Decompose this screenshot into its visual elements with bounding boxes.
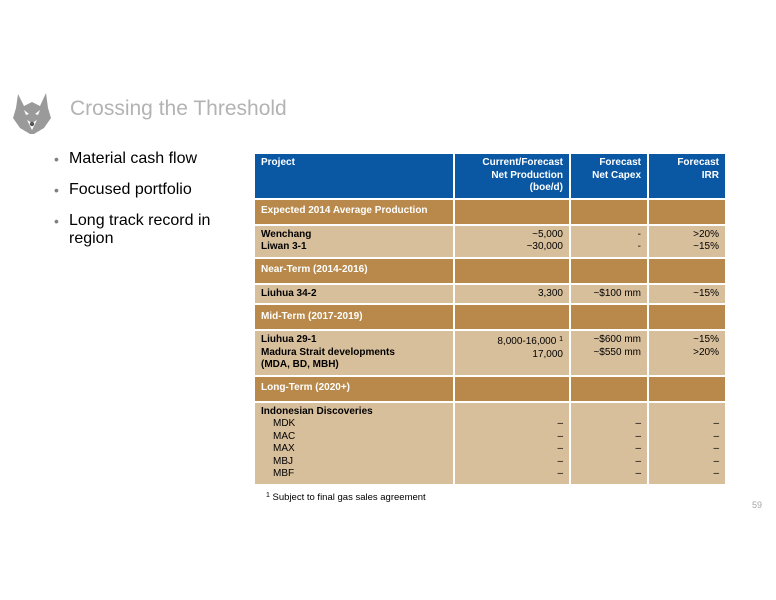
- section-row-long-term: Long-Term (2020+): [254, 376, 726, 402]
- header-capex: Forecast Net Capex: [570, 153, 648, 199]
- slide-title: Crossing the Threshold: [70, 97, 287, 120]
- section-row-near-term: Near-Term (2014-2016): [254, 258, 726, 284]
- header-project: Project: [254, 153, 454, 199]
- husky-dog-logo-icon: [10, 90, 54, 136]
- table-row: Liuhua 34-2 3,300 ~$100 mm ~15%: [254, 284, 726, 305]
- bullet-dot-icon: •: [54, 151, 59, 167]
- section-row-2014: Expected 2014 Average Production: [254, 199, 726, 225]
- bullet-dot-icon: •: [54, 213, 59, 229]
- bullet-item: • Material cash flow: [54, 150, 198, 167]
- header-production: Current/Forecast Net Production (boe/d): [454, 153, 570, 199]
- table-row: Liuhua 29-1 Madura Strait developments (MDA, BD, MBH) 8,000-16,000 $^1$ 17,000 ~$600 mm ~$550 mm ~15% >20%: [254, 330, 726, 376]
- page-number: 59: [752, 500, 763, 510]
- bullet-dot-icon: •: [54, 182, 59, 198]
- bullet-item: • Focused portfolio: [54, 181, 192, 198]
- table-row: Wenchang Liwan 3-1 ~5,000 ~30,000 - - >20% ~15%: [254, 225, 726, 258]
- table-header-row: [254, 153, 726, 199]
- footnote: $^1$ Subject to final gas sales agreement: [266, 492, 426, 503]
- project-table: [253, 152, 727, 486]
- bullet-item: • Long track record in region: [54, 212, 211, 247]
- header-irr: Forecast IRR: [648, 153, 726, 199]
- table-row: Indonesian Discoveries MDK MAC MAX MBJ MBF – – – – – – – – – – – – – – –: [254, 402, 726, 485]
- section-row-mid-term: Mid-Term (2017-2019): [254, 304, 726, 330]
- bullet-list: [52, 150, 232, 261]
